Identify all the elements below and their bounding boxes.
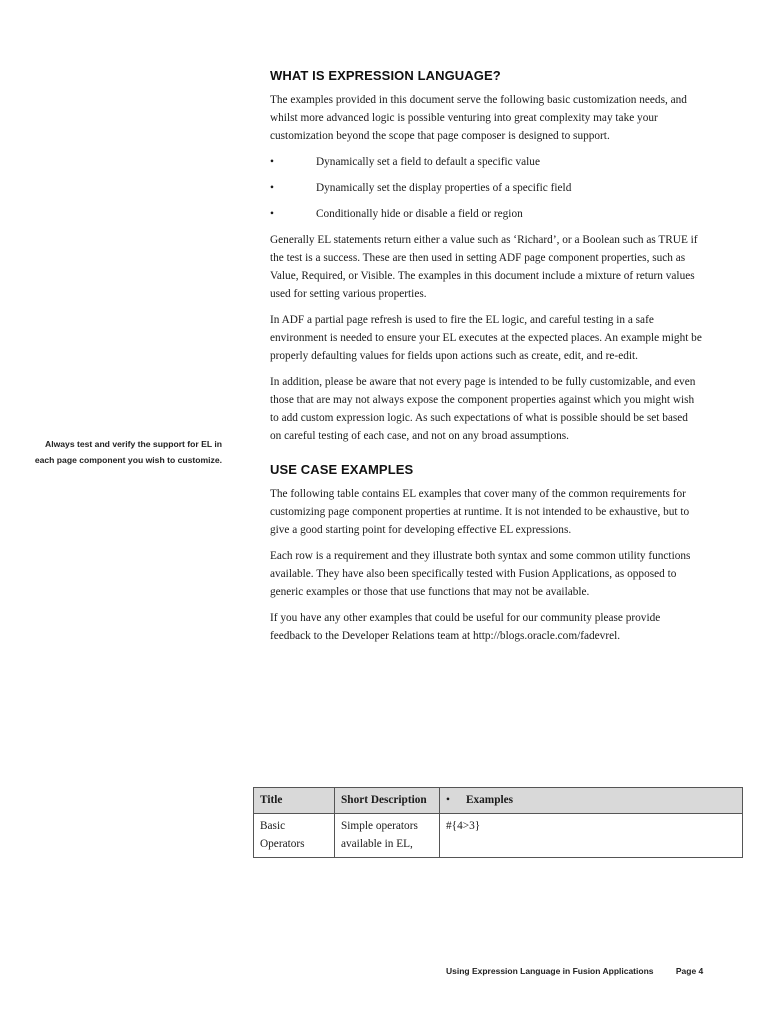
margin-note: Always test and verify the support for EL in each page component you wish to customize. bbox=[34, 439, 222, 465]
list-item bbox=[270, 153, 702, 171]
paragraph-customizable: In addition, please be aware that not every page is intended to be fully customizable, and even those that are may not always expose the component properties against which you might wish to add custom expression logic. As such expectations of what is possible should be set based on careful testing of each case, and not on any broad assumptions. bbox=[270, 376, 696, 442]
paragraph-row-requirements: Each row is a requirement and they illustrate both syntax and some common utility functions available. They have also been specifically tested with Fusion Applications, as opposed to generic examples or those that use functions that may not be available. bbox=[270, 550, 691, 598]
column-header-title: Title bbox=[254, 788, 335, 814]
table-header-row bbox=[254, 788, 743, 814]
footer-title: Using Expression Language in Fusion Applications bbox=[446, 966, 654, 976]
section-heading-el: WHAT IS EXPRESSION LANGUAGE? bbox=[270, 68, 501, 83]
list-item bbox=[270, 205, 702, 223]
column-header-examples-label: Examples bbox=[465, 794, 514, 806]
table-cell-description: Simple operators available in EL, bbox=[335, 814, 440, 858]
list-item-text: Dynamically set the display properties of a specific field bbox=[316, 182, 572, 194]
column-header-description: Short Description bbox=[335, 788, 440, 814]
list-item bbox=[270, 179, 702, 197]
paragraph-feedback: If you have any other examples that could be useful for our community please provide feedback to the Developer Relations team at http://blogs.oracle.com/fadevrel. bbox=[270, 612, 661, 642]
paragraph-return-values: Generally EL statements return either a value such as ‘Richard’, or a Boolean such as TRUE if the test is a success. These are then used in setting ADF page component properties, such as Value, Required, or Visible. The examples in this document include a mixture of return values used for setting various properties. bbox=[270, 234, 698, 300]
bullet-list bbox=[270, 153, 702, 223]
paragraph-table-intro: The following table contains EL examples that cover many of the common requirements for customizing page component properties at runtime. It is not intended to be exhaustive, but to give a good starting point for developing effective EL expressions. bbox=[270, 488, 690, 536]
list-item-text: Dynamically set a field to default a specific value bbox=[316, 156, 540, 168]
table-cell-title: Basic Operators bbox=[254, 814, 335, 858]
page-footer bbox=[446, 966, 703, 976]
main-content bbox=[270, 68, 702, 653]
list-item-text: Conditionally hide or disable a field or region bbox=[316, 208, 523, 220]
table-cell-example: #{4>3} bbox=[440, 814, 743, 858]
bullet-icon: • bbox=[270, 182, 274, 194]
table-row bbox=[254, 814, 743, 858]
paragraph-partial-refresh: In ADF a partial page refresh is used to fire the EL logic, and careful testing in a safe environment is needed to ensure your EL executes at the expected places. An example might be properly defaulting values for fields upon actions such as create, edit, and re-edit. bbox=[270, 314, 702, 362]
section-heading-use-cases: USE CASE EXAMPLES bbox=[270, 462, 414, 477]
paragraph-intro: The examples provided in this document serve the following basic customization needs, and whilst more advanced logic is possible venturing into great complexity may take your customization beyond the scope that page composer is designed to support. bbox=[270, 94, 687, 142]
bullet-icon: • bbox=[446, 794, 450, 806]
column-header-examples bbox=[440, 788, 743, 814]
bullet-icon: • bbox=[270, 156, 274, 168]
page-number: Page 4 bbox=[675, 966, 704, 976]
examples-table bbox=[253, 787, 743, 858]
bullet-icon: • bbox=[270, 208, 274, 220]
